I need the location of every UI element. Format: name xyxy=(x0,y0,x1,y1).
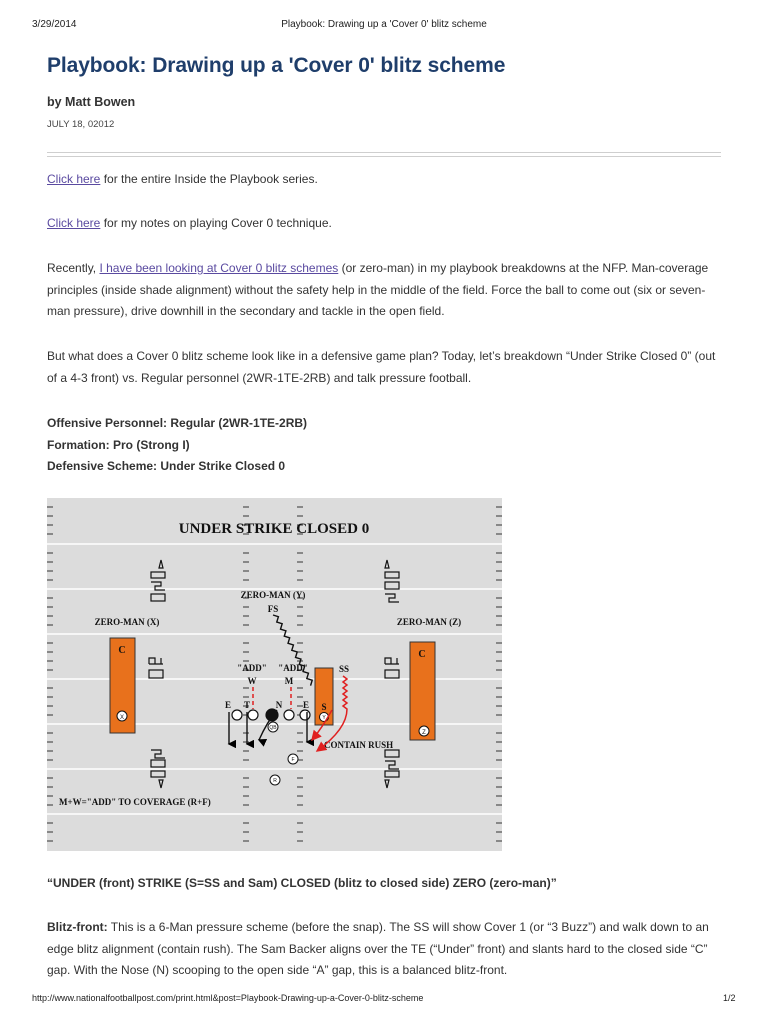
footer-url: http://www.nationalfootballpost.com/print.html&post=Playbook-Drawing-up-a-Cover-0-blitz-scheme xyxy=(32,993,424,1003)
coverage-footnote: M+W="ADD" TO COVERAGE (R+F) xyxy=(59,797,211,807)
defensive-scheme: Defensive Scheme: Under Strike Closed 0 xyxy=(47,459,286,473)
mike-label: M xyxy=(284,676,294,686)
corner-x xyxy=(110,638,135,733)
svg-text:C: C xyxy=(118,645,126,656)
x-receiver-label: X xyxy=(119,715,125,721)
ss-label: SS xyxy=(338,664,350,674)
scheme-quote: “UNDER (front) STRIKE (S=SS and Sam) CLOSED (blitz to closed side) ZERO (zero-man)” xyxy=(47,876,557,890)
paragraph-series-text: for the entire Inside the Playbook series. xyxy=(100,172,318,186)
print-header-title: Playbook: Drawing up a 'Cover 0' blitz scheme xyxy=(281,19,487,30)
paragraph-recently-text: (or zero-man) in my playbook breakdowns at the NFP. Man-coverage principles (inside shade alignment) without the safety help in the middle of the field. Force the ball to come out (six or seven-man pressure), drive downhill in the secondary and tackle in the open field. xyxy=(47,261,709,318)
end-label-left: E xyxy=(224,700,232,710)
y-tightend-label: Y xyxy=(322,715,326,721)
diagram-title: UNDER STRIKE CLOSED 0 xyxy=(178,521,370,537)
paragraph-blitz-front xyxy=(47,917,721,982)
add-label-will: "ADD" xyxy=(237,663,267,673)
fullback-label: F xyxy=(291,757,295,763)
paragraph-recently xyxy=(47,258,721,323)
series-link[interactable]: Click here xyxy=(47,172,101,186)
formation: Formation: Pro (Strong I) xyxy=(47,438,190,452)
runningback-label: R xyxy=(273,778,277,784)
svg-text:C: C xyxy=(418,649,426,660)
nose-label: N xyxy=(275,700,283,710)
tackle-label: T xyxy=(243,700,251,710)
end-label-right: E xyxy=(302,700,310,710)
corner-z xyxy=(410,642,435,740)
cover0-link[interactable]: I have been looking at Cover 0 blitz schemes xyxy=(99,261,339,275)
blitz-front-label: Blitz-front: xyxy=(47,920,108,934)
add-label-mike: "ADD" xyxy=(278,663,308,673)
byline: by Matt Bowen xyxy=(47,95,136,109)
zero-man-x-label: ZERO-MAN (X) xyxy=(94,617,160,627)
sam-box xyxy=(315,668,333,725)
blitz-front-text: This is a 6-Man pressure scheme (before the snap). The SS will show Cover 1 (or “3 Buzz”) and walk down to an edge blitz alignment (contain rush). The Sam Backer aligns over the TE (“Under” front) and slants hard to the closed side “C” gap. With the Nose (N) scooping to the open side “A” gap, this is a balanced blitz-front. xyxy=(47,920,709,977)
page-number: 1/2 xyxy=(723,993,736,1003)
paragraph-notes xyxy=(47,213,721,235)
paragraph-question: But what does a Cover 0 blitz scheme look like in a defensive game plan? Today, let’s breakdown “Under Strike Closed 0” (out of a 4-3 front) vs. Regular personnel (2WR-1TE-2RB) and talk pressure football. xyxy=(47,349,716,385)
fs-label: FS xyxy=(267,604,279,614)
paragraph-series xyxy=(47,169,721,191)
article-title: Playbook: Drawing up a 'Cover 0' blitz scheme xyxy=(47,54,506,77)
zero-man-y-label: ZERO-MAN (Y) xyxy=(240,590,306,600)
svg-text:S: S xyxy=(321,702,327,712)
notes-link[interactable]: Click here xyxy=(47,216,101,230)
will-label: W xyxy=(247,676,257,686)
publish-date: JULY 18, 02012 xyxy=(47,119,115,130)
paragraph-notes-text: for my notes on playing Cover 0 technique. xyxy=(100,216,332,230)
contain-rush-label: CONTAIN RUSH xyxy=(324,740,394,750)
divider xyxy=(47,152,721,157)
print-date: 3/29/2014 xyxy=(32,19,77,30)
zero-man-z-label: ZERO-MAN (Z) xyxy=(396,617,462,627)
qb-label: QB xyxy=(269,725,277,731)
z-receiver-label: Z xyxy=(422,730,426,736)
play-diagram xyxy=(47,498,502,851)
paragraph-recently-lead: Recently, xyxy=(47,261,100,275)
offensive-personnel: Offensive Personnel: Regular (2WR-1TE-2RB) xyxy=(47,416,308,430)
